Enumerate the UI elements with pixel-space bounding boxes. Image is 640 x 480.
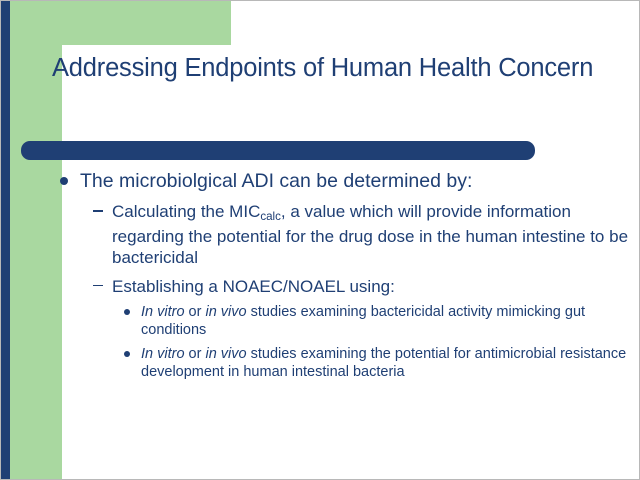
bullet-dot-small-icon bbox=[124, 309, 130, 315]
in-vitro-emphasis: In vitro bbox=[141, 346, 185, 362]
title-underline-bar bbox=[21, 141, 535, 160]
bullet-dot-icon bbox=[60, 177, 68, 185]
slide-body bbox=[44, 169, 640, 381]
bullet-level2-text-part2: , a value which will provide information regarding the potential for the drug dose in the human intestine to be bactericidal bbox=[112, 202, 629, 267]
in-vitro-emphasis: In vitro bbox=[141, 304, 185, 320]
bullet-level2-calculating bbox=[44, 201, 640, 269]
dash-bullet-icon bbox=[93, 285, 103, 287]
bullet-level3-item1-text: studies examining bactericidal activity mimicking gut conditions bbox=[141, 304, 586, 338]
mic-subscript: calc bbox=[260, 211, 281, 224]
bullet-level3-item1 bbox=[44, 303, 640, 339]
in-vivo-emphasis: in vivo bbox=[205, 346, 247, 362]
in-vivo-emphasis: in vivo bbox=[205, 304, 247, 320]
conjunction-or: or bbox=[184, 346, 206, 362]
left-edge-stripe bbox=[1, 1, 10, 480]
bullet-level3-item2 bbox=[44, 345, 640, 381]
bullet-level2-text: Establishing a NOAEC/NOAEL using: bbox=[112, 276, 395, 296]
bullet-level1 bbox=[44, 169, 640, 194]
bullet-level2-establishing bbox=[44, 276, 640, 298]
bullet-level2-text-part1: Calculating the MIC bbox=[112, 202, 261, 221]
slide-content bbox=[52, 1, 639, 479]
page-title: Addressing Endpoints of Human Health Concern bbox=[52, 54, 594, 82]
dash-bullet-icon bbox=[93, 210, 103, 212]
bullet-level1-text: The microbiolgical ADI can be determined by: bbox=[80, 170, 473, 192]
bullet-level3-item2-text: studies examining the potential for antimicrobial resistance development in human intestinal bacteria bbox=[141, 346, 627, 380]
bullet-dot-small-icon bbox=[124, 351, 130, 357]
conjunction-or: or bbox=[184, 304, 206, 320]
